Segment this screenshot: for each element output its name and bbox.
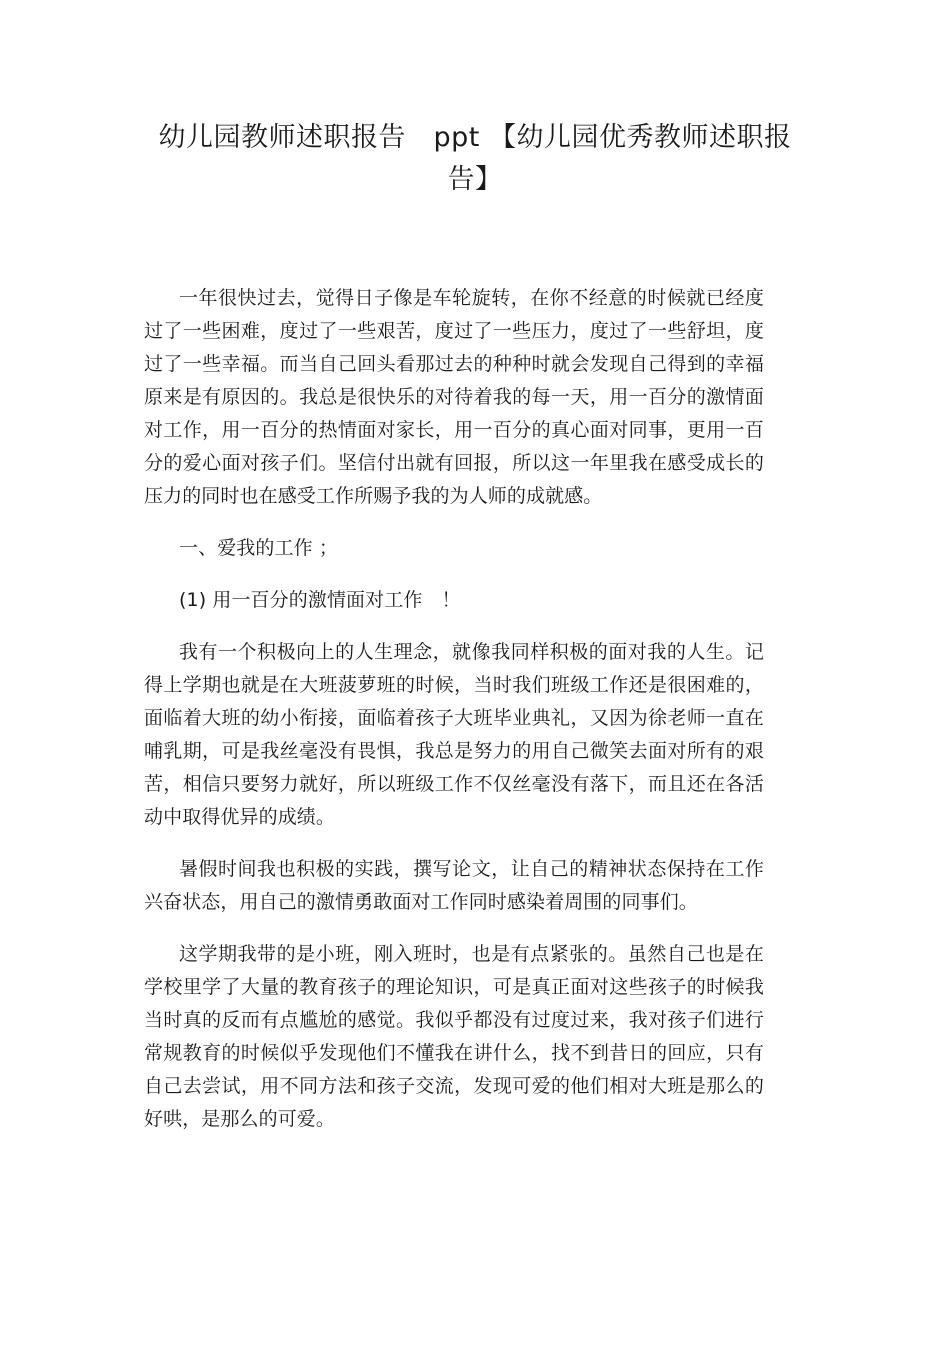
subsection-heading-passion: (1) 用一百分的激情面对工作 ！ [179,589,461,611]
paragraph-summer: 暑假时间我也积极的实践，撰写论文，让自己的精神状态保持在工作兴奋状态，用自己的激情勇敢面对工作同时感染着周围的同事们。 [144,858,764,913]
paragraph-attitude: 我有一个积极向上的人生理念，就像我同样积极的面对我的人生。记得上学期也就是在大班菠萝班的时候，当时我们班级工作还是很困难的，面临着大班的幼小衔接，面临着孩子大班毕业典礼，又因为徐老师一直在哺乳期，可是我丝毫没有畏惧，我总是努力的用自己微笑去面对所有的艰苦，相信只要努力就好，所以班级工作不仅丝毫没有落下，而且还在各活动中取得优异的成绩。 [144,641,764,828]
paragraph-small-class: 这学期我带的是小班，刚入班时，也是有点紧张的。虽然自己也是在学校里学了大量的教育孩子的理论知识，可是真正面对这些孩子的时候我当时真的反而有点尴尬的感觉。我似乎都没有过度过来，我对孩子们进行常规教育的时候似乎发现他们不懂我在讲什么，找不到昔日的回应，只有自己去尝试，用不同方法和孩子交流，发现可爱的他们相对大班是那么的好哄，是那么的可爱。 [144,943,764,1130]
document-body [144,282,764,1155]
document-title: 幼儿园教师述职报告 ppt 【幼儿园优秀教师述职报告】 [158,122,792,195]
paragraph-intro: 一年很快过去，觉得日子像是车轮旋转，在你不经意的时候就已经度过了一些困难，度过了一些艰苦，度过了一些压力，度过了一些舒坦，度过了一些幸福。而当自己回头看那过去的种种时就会发现自己得到的幸福原来是有原因的。我总是很快乐的对待着我的每一天，用一百分的激情面对工作，用一百分的热情面对家长，用一百分的真心面对同事，更用一百分的爱心面对孩子们。坚信付出就有回报，所以这一年里我在感受成长的压力的同时也在感受工作所赐予我的为人师的成就感。 [144,287,764,507]
section-heading-love-work: 一、爱我的工作 ； [179,537,338,559]
